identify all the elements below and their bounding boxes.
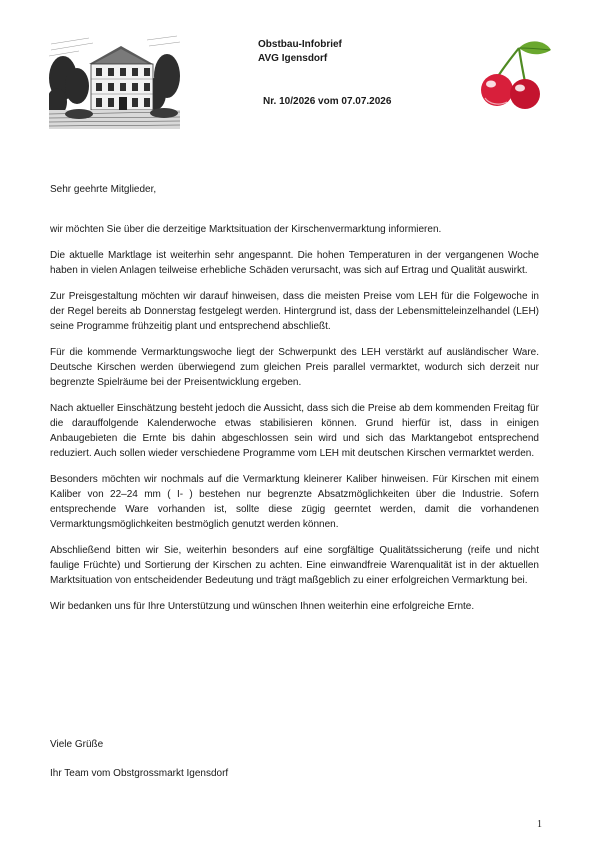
organization-name: AVG Igensdorf bbox=[258, 53, 328, 64]
paragraph-marketing-week: Für die kommende Vermarktungswoche liegt der Schwerpunkt des LEH verstärkt auf ausländischer Ware. Deutsche Kirschen werden überwiegend zum gleichen Preis parallel vermarktet, wodurch sich derzeit nur begrenzte Spielräume bei der Preisentwicklung ergeben. bbox=[50, 347, 539, 388]
page-number: 1 bbox=[537, 819, 542, 830]
paragraph-outlook: Nach aktueller Einschätzung besteht jedoch die Aussicht, dass sich die Preise ab dem kommenden Freitag für die darauffolgende Kalenderwoche etwas stabilisieren können. Grund hierfür ist, dass in einigen Anbaugebieten die Ernte bis dahin abgeschlossen sein wird und sich das Marktangebot entsprechend reduziert. Auch sollen wieder verschiedene Programme vom LEH mit deutschen Kirschen vermarktet werden. bbox=[50, 403, 539, 459]
paragraph-market-situation: Die aktuelle Marktlage ist weiterhin sehr angespannt. Die hohen Temperaturen in der vergangenen Woche haben in vielen Anlagen teilweise erhebliche Schäden verursacht, was sich auf Ertrag und Qualität auswirkt. bbox=[50, 250, 539, 276]
signature: Ihr Team vom Obstgrossmarkt Igensdorf bbox=[50, 768, 229, 779]
paragraph-small-calibre: Besonders möchten wir nochmals auf die Vermarktung kleinerer Kaliber hinweisen. Für Kirschen mit einem Kaliber von 22–24 mm ( I- ) bestehen nur begrenzte Absatzmöglichkeiten über die Industrie. Sofern entsprechende Ware vorhanden ist, sollte diese zügig geerntet werden, damit die vorhandenen Vermarktungsmöglichkeiten bestmöglich genutzt werden können. bbox=[50, 474, 539, 530]
paragraph-pricing: Zur Preisgestaltung möchten wir darauf hinweisen, dass die meisten Preise vom LEH für die Folgewoche in der Regel bereits ab Donnerstag festgelegt werden. Hintergrund ist, dass der Lebensmitteleinzelhandel (LEH) seine Programme frühzeitig plant und entsprechend abschließt. bbox=[50, 291, 539, 332]
issue-number: Nr. 10/2026 vom 07.07.2026 bbox=[263, 96, 392, 107]
newsletter-header bbox=[258, 38, 342, 66]
salutation: Sehr geehrte Mitglieder, bbox=[50, 184, 157, 195]
house-drawing-logo bbox=[49, 34, 180, 129]
closing-greeting: Viele Grüße bbox=[50, 739, 104, 750]
paragraph-intro: wir möchten Sie über die derzeitige Marktsituation der Kirschenvermarktung informieren. bbox=[50, 224, 442, 235]
newsletter-title: Obstbau-Infobrief bbox=[258, 39, 342, 50]
paragraph-quality: Abschließend bitten wir Sie, weiterhin besonders auf eine sorgfältige Qualitätssicherung (reife und nicht faulige Früchte) und Sortierung der Kirschen zu achten. Eine einwandfreie Warenqualität ist in der aktuellen Marktsituation von entscheidender Bedeutung und trägt maßgeblich zu einer erfolgreichen Vermarktung bei. bbox=[50, 545, 539, 586]
cherry-icon bbox=[473, 36, 553, 112]
letter-body bbox=[50, 222, 539, 625]
paragraph-thanks: Wir bedanken uns für Ihre Unterstützung und wünschen Ihnen weiterhin eine erfolgreiche Ernte. bbox=[50, 601, 475, 612]
